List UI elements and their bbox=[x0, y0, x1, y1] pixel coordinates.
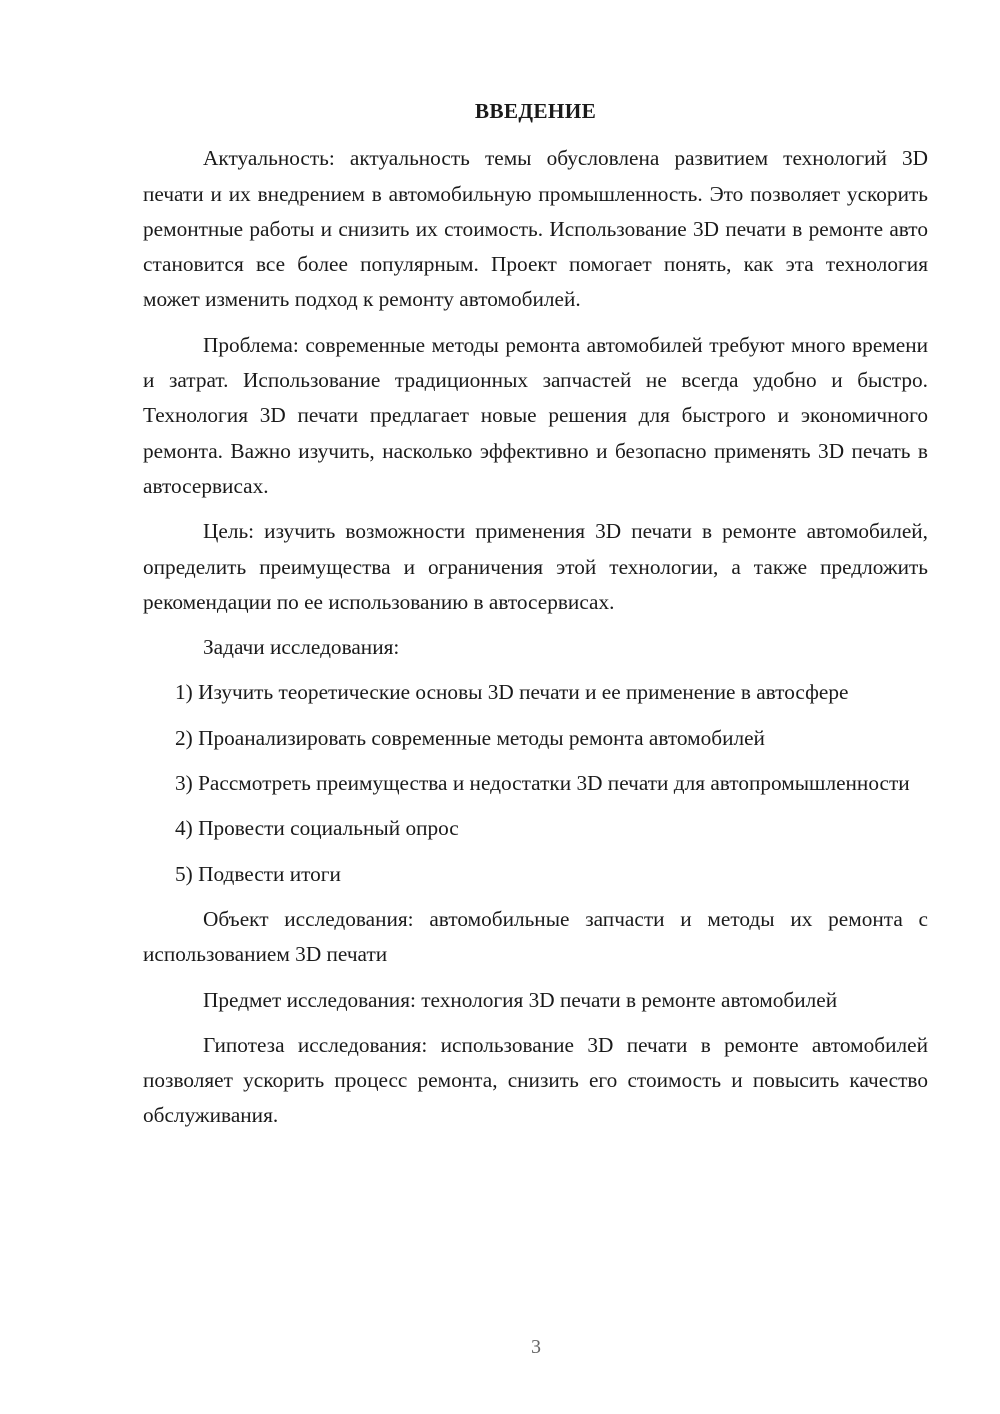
page-content bbox=[143, 94, 928, 1134]
task-item: 5) Подвести итоги bbox=[175, 861, 341, 886]
tasks-heading: Задачи исследования: bbox=[203, 635, 400, 660]
paragraph-object: Объект исследования: автомобильные запчасти и методы их ремонта с использованием 3D печати bbox=[143, 906, 928, 967]
task-item: 4) Провести социальный опрос bbox=[175, 816, 459, 841]
task-item: 1) Изучить теоретические основы 3D печати и ее применение в автосфере bbox=[175, 680, 849, 705]
paragraph-relevance: Актуальность: актуальность темы обусловлена развитием технологий 3D печати и их внедрением в автомобильную промышленность. Это позволяет ускорить ремонтные работы и снизить их стоимость. Использование 3D печати в ремонте авто становится все более популярным. Проект помогает понять, как эта технология может изменить подход к ремонту автомобилей. bbox=[143, 146, 928, 312]
paragraph-goal: Цель: изучить возможности применения 3D печати в ремонте автомобилей, определить преимущества и ограничения этой технологии, а также предложить рекомендации по ее использованию в автосервисах. bbox=[143, 519, 928, 614]
page-number: 3 bbox=[531, 1336, 541, 1358]
paragraph-hypothesis: Гипотеза исследования: использование 3D печати в ремонте автомобилей позволяет ускорить процесс ремонта, снизить его стоимость и повысить качество обслуживания. bbox=[143, 1032, 928, 1128]
task-item: 2) Проанализировать современные методы ремонта автомобилей bbox=[175, 725, 765, 750]
paragraph-problem: Проблема: современные методы ремонта автомобилей требуют много времени и затрат. Использование традиционных запчастей не всегда удобно и быстро. Технология 3D печати предлагает новые решения для быстрого и экономичного ремонта. Важно изучить, насколько эффективно и безопасно применять 3D печать в автосервисах. bbox=[143, 332, 928, 498]
page-title: ВВЕДЕНИЕ bbox=[474, 99, 597, 123]
task-item: 3) Рассмотреть преимущества и недостатки 3D печати для автопромышленности bbox=[175, 771, 910, 796]
paragraph-subject: Предмет исследования: технология 3D печати в ремонте автомобилей bbox=[203, 987, 838, 1012]
